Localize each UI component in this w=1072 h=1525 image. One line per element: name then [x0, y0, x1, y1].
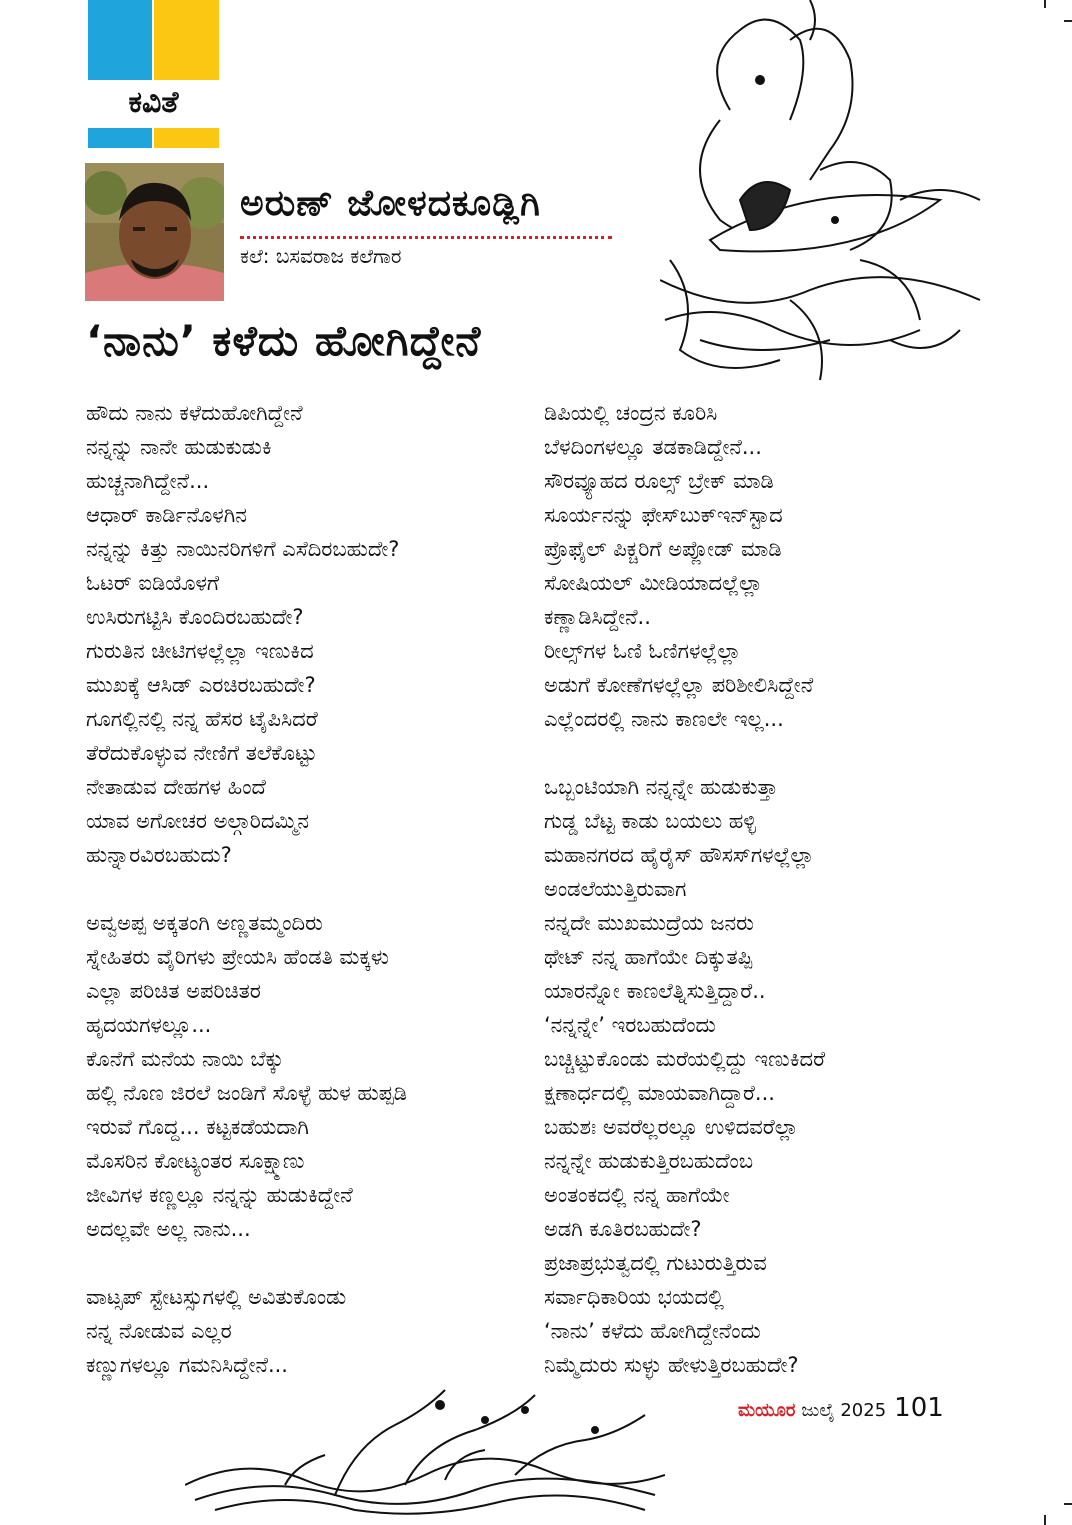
poem-line: ನನ್ನದೇ ಮುಖಮುದ್ರೆಯ ಜನರು — [544, 911, 754, 935]
stanza — [544, 396, 964, 736]
poem-line: ಸರ್ವಾಧಿಕಾರಿಯ ಭಯದಲ್ಲಿ — [544, 1285, 724, 1309]
stanza — [544, 770, 964, 1382]
poem-line: ಉಸಿರುಗಟ್ಟಿಸಿ ಕೊಂದಿರಬಹುದೇ? — [86, 605, 304, 629]
poem-line: ಮುಖಕ್ಕೆ ಆಸಿಡ್ ಎರಚಿರಬಹುದೇ? — [86, 673, 316, 697]
poem-line: ಅದಲ್ಲವೇ ಅಲ್ಲ ನಾನು... — [86, 1217, 251, 1241]
poem-line: ಪ್ರಜಾಪ್ರಭುತ್ವದಲ್ಲಿ ಗುಟುರುತ್ತಿರುವ — [544, 1251, 767, 1275]
poem-line: ಅಡುಗೆ ಕೋಣೆಗಳಲ್ಲೆಲ್ಲಾ ಪರಿಶೀಲಿಸಿದ್ದೇನೆ — [544, 673, 814, 697]
poem-line: ಪ್ರೊಫೈಲ್ ಪಿಕ್ಚರಿಗೆ ಅಪ್ಲೋಡ್ ಮಾಡಿ — [544, 537, 782, 561]
poem-line: ನನ್ನನ್ನೇ ಹುಡುಕುತ್ತಿರಬಹುದೆಂಬ — [544, 1149, 754, 1173]
poem-line: ನನ್ನ ನೋಡುವ ಎಲ್ಲರ — [86, 1319, 232, 1343]
poem-line: ಡಿಪಿಯಲ್ಲಿ ಚಂದ್ರನ ಕೂರಿಸಿ — [544, 401, 718, 425]
poem-line: ಗುಡ್ಡ ಬೆಟ್ಟ ಕಾಡು ಬಯಲು ಹಳ್ಳಿ — [544, 809, 757, 833]
poem-line: ಕಣ್ಣಾಡಿಸಿದ್ದೇನೆ.. — [544, 605, 651, 629]
poem-column-right — [544, 396, 964, 1382]
ink-illustration-bottom — [185, 1385, 665, 1520]
issue-date: ಜುಲೈ 2025 — [801, 1400, 887, 1421]
poem-line: ನನ್ನನ್ನು ಕಿತ್ತು ನಾಯಿನರಿಗಳಿಗೆ ಎಸೆದಿರಬಹುದೇ? — [86, 537, 400, 561]
poem-column-left — [86, 396, 526, 1382]
badge-yellow-bar — [154, 128, 219, 148]
poem-line: ಹುನ್ನಾರವಿರಬಹುದು? — [86, 843, 232, 867]
stanza — [86, 396, 526, 872]
poem-line: ಗುರುತಿನ ಚೀಟಿಗಳಲ್ಲೆಲ್ಲಾ ಇಣುಕಿದ — [86, 639, 314, 663]
poem-line: ‘ನನ್ನನ್ನೇ’ ಇರಬಹುದೆಂದು — [544, 1013, 716, 1037]
poem-line: ಅವ್ವಅಪ್ಪ ಅಕ್ಕತಂಗಿ ಅಣ್ಣತಮ್ಮಂದಿರು — [86, 911, 323, 935]
poem-line: ಬೆಳದಿಂಗಳಲ್ಲೂ ತಡಕಾಡಿದ್ದೇನೆ... — [544, 435, 762, 459]
section-badge — [88, 0, 219, 150]
poem-line: ಎಲ್ಲೆಂದರಲ್ಲಿ ನಾನು ಕಾಣಲೇ ಇಲ್ಲ... — [544, 707, 784, 731]
poem-line: ವಾಟ್ಸಪ್ ಸ್ಟೇಟಸ್ಸುಗಳಲ್ಲಿ ಅವಿತುಕೊಂಡು — [86, 1285, 347, 1309]
poem-line: ಹೌದು ನಾನು ಕಳೆದುಹೋಗಿದ್ದೇನೆ — [86, 401, 303, 425]
badge-blue-block — [88, 0, 152, 80]
poem-line: ಗೂಗಲ್ಲಿನಲ್ಲಿ ನನ್ನ ಹೆಸರ ಟೈಪಿಸಿದರೆ — [86, 707, 318, 731]
section-label: ಕವಿತೆ — [128, 85, 179, 120]
page-number: 101 — [894, 1393, 944, 1423]
poem-line: ಜೀವಿಗಳ ಕಣ್ಣಲ್ಲೂ ನನ್ನನ್ನು ಹುಡುಕಿದ್ದೇನೆ — [86, 1183, 353, 1207]
poem-line: ನಿಮ್ಮೆದುರು ಸುಳ್ಳು ಹೇಳುತ್ತಿರಬಹುದೇ? — [544, 1353, 799, 1377]
art-credit: ಕಲೆ: ಬಸವರಾಜ ಕಲೆಗಾರ — [240, 244, 402, 268]
crop-mark — [1064, 20, 1072, 22]
author-photo — [85, 163, 224, 301]
poem-line: ಕಣ್ಣುಗಳಲ್ಲೂ ಗಮನಿಸಿದ್ದೇನೆ... — [86, 1353, 288, 1377]
stanza — [86, 906, 526, 1246]
poem-line: ನೇತಾಡುವ ದೇಹಗಳ ಹಿಂದೆ — [86, 775, 266, 799]
poem-line: ‘ನಾನು’ ಕಳೆದು ಹೋಗಿದ್ದೇನೆಂದು — [544, 1319, 761, 1343]
poem-line: ರೀಲ್ಸ್‌ಗಳ ಓಣಿ ಓಣಿಗಳಲ್ಲೆಲ್ಲಾ — [544, 639, 741, 663]
poem-line: ನನ್ನನ್ನು ನಾನೇ ಹುಡುಕುಡುಕಿ — [86, 435, 272, 459]
poem-line: ಯಾರನ್ನೋ ಕಾಣಲೆತ್ನಿಸುತ್ತಿದ್ದಾರೆ.. — [544, 979, 766, 1003]
poem-line: ಅಡಗಿ ಕೂತಿರಬಹುದೇ? — [544, 1217, 702, 1241]
poem-line: ತೆರೆದುಕೊಳ್ಳುವ ನೇಣಿಗೆ ತಲೆಕೊಟ್ಟು — [86, 741, 317, 765]
poem-title: ‘ನಾನು’ ಕಳೆದು ಹೋಗಿದ್ದೇನೆ — [86, 316, 482, 365]
poem-line: ಒಬ್ಬಂಟಿಯಾಗಿ ನನ್ನನ್ನೇ ಹುಡುಕುತ್ತಾ — [544, 775, 778, 799]
ink-illustration-top — [660, 0, 990, 390]
poem-line: ಇರುವೆ ಗೊದ್ದ... ಕಟ್ಟಕಡೆಯದಾಗಿ — [86, 1115, 309, 1139]
poem-line: ಓಟರ್ ಐಡಿಯೊಳಗೆ — [86, 571, 220, 595]
crop-mark — [1044, 1515, 1046, 1525]
badge-yellow-block — [154, 0, 219, 80]
stanza-break — [86, 1246, 526, 1280]
poem-line: ಸ್ನೇಹಿತರು ವೈರಿಗಳು ಪ್ರೇಯಸಿ ಹೆಂಡತಿ ಮಕ್ಕಳು — [86, 945, 389, 969]
poem-line: ಕ್ಷಣಾರ್ಧದಲ್ಲಿ ಮಾಯವಾಗಿದ್ದಾರೆ... — [544, 1081, 775, 1105]
stanza — [86, 1280, 526, 1382]
poem-line: ಬಚ್ಚಿಟ್ಟುಕೊಂಡು ಮರೆಯಲ್ಲಿದ್ದು ಇಣುಕಿದರೆ — [544, 1047, 826, 1071]
poem-line: ಆಧಾರ್ ಕಾರ್ಡಿನೊಳಗಿನ — [86, 503, 247, 527]
poem-line: ಅಂಡಲೆಯುತ್ತಿರುವಾಗ — [544, 877, 687, 901]
poem-line: ಕೊನೆಗೆ ಮನೆಯ ನಾಯಿ ಬೆಕ್ಕು — [86, 1047, 284, 1071]
poem-line: ಅಂತಂಕದಲ್ಲಿ ನನ್ನ ಹಾಗೆಯೇ — [544, 1183, 730, 1207]
poem-line: ಥೇಟ್ ನನ್ನ ಹಾಗೆಯೇ ದಿಕ್ಕುತಪ್ಪಿ — [544, 945, 753, 969]
poem-line: ಯಾವ ಅಗೋಚರ ಅಲ್ಗಾರಿದಮ್ಮಿನ — [86, 809, 309, 833]
badge-blue-bar — [88, 128, 152, 148]
poem-line: ಹುಚ್ಚನಾಗಿದ್ದೇನೆ... — [86, 469, 210, 493]
poem-line: ಹಲ್ಲಿ ನೊಣ ಜಿರಲೆ ಜಂಡಿಗೆ ಸೊಳ್ಳೆ ಹುಳ ಹುಪ್ಪಡಿ — [86, 1081, 407, 1105]
poem-line: ಬಹುಶಃ ಅವರೆಲ್ಲರಲ್ಲೂ ಉಳಿದವರೆಲ್ಲಾ — [544, 1115, 799, 1139]
poem-line: ಮೊಸರಿನ ಕೋಟ್ಯಂತರ ಸೂಕ್ಷ್ಮಾಣು — [86, 1149, 305, 1173]
magazine-name: ಮಯೂರ — [738, 1400, 796, 1421]
page-footer — [738, 1393, 944, 1423]
poem-line: ಎಲ್ಲಾ ಪರಿಚಿತ ಅಪರಿಚಿತರ — [86, 979, 261, 1003]
poem-line: ಹೃದಯಗಳಲ್ಲೂ... — [86, 1013, 212, 1037]
crop-mark — [1064, 1503, 1072, 1505]
stanza-break — [86, 872, 526, 906]
dotted-divider — [240, 236, 612, 239]
poem-line: ಸೌರವ್ಯೂಹದ ರೂಲ್ಸ್ ಬ್ರೇಕ್ ಮಾಡಿ — [544, 469, 774, 493]
author-name: ಅರುಣ್ ಜೋಳದಕೂಡ್ಲಿಗಿ — [240, 183, 541, 224]
poem-line: ಸೋಷಿಯಲ್ ಮೀಡಿಯಾದಲ್ಲೆಲ್ಲಾ — [544, 571, 763, 595]
poem-line: ಸೂರ್ಯನನ್ನು ಫೇಸ್‌ಬುಕ್‌ಇನ್‌ಸ್ಟಾದ — [544, 503, 783, 527]
poem-line: ಮಹಾನಗರದ ಹೈರೈಸ್ ಹೌಸಸ್‌ಗಳಲ್ಲೆಲ್ಲಾ — [544, 843, 815, 867]
stanza-break — [544, 736, 964, 770]
crop-mark — [1044, 0, 1046, 8]
